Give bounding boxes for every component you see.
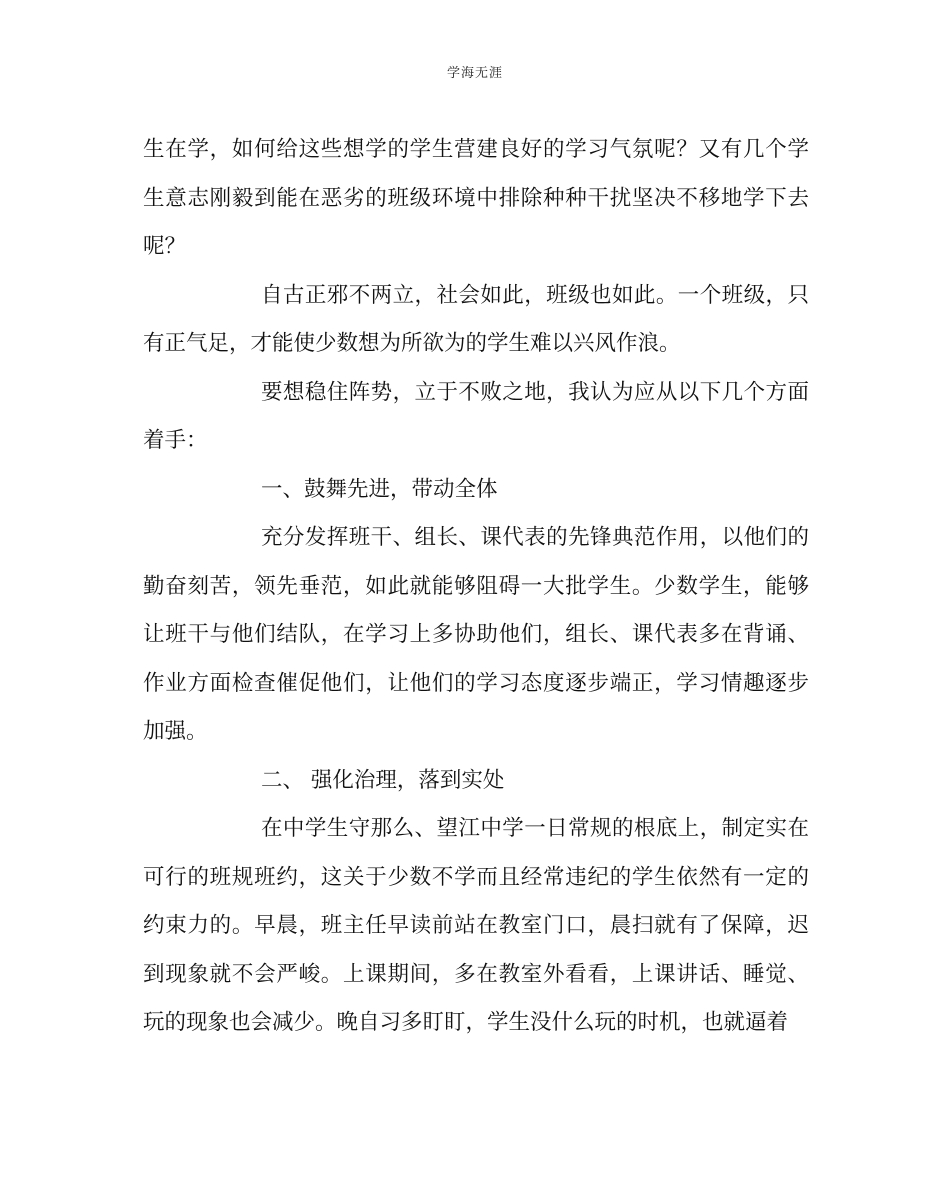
paragraph-3: 要想稳住阵势，立于不败之地，我认为应从以下几个方面着手： [143, 379, 809, 453]
paragraph-2: 自古正邪不两立，社会如此，班级也如此。一个班级，只有正气足，才能使少数想为所欲为的学生难以兴风作浪。 [143, 282, 809, 356]
document-body [143, 126, 809, 1048]
paragraph-5: 在中学生守那么、望江中学一日常规的根底上，制定实在可行的班规班约，这关于少数不学而且经常违纪的学生依然有一定的约束力的。早晨，班主任早读前站在教室门口，晨扫就有了保障，迟到现象就不会严峻。上课期间，多在教室外看看，上课讲话、睡觉、玩的现象也会减少。晚自习多盯盯，学生没什么玩的时机，也就逼着 [143, 816, 809, 1035]
paragraph-1: 生在学，如何给这些想学的学生营建良好的学习气氛呢？又有几个学生意志刚毅到能在恶劣的班级环境中排除种种干扰坚决不移地学下去呢？ [143, 137, 809, 259]
section-heading-1: 一、鼓舞先进，带动全体 [261, 476, 498, 502]
page-header: 学海无涯 [446, 66, 503, 81]
paragraph-4: 充分发挥班干、组长、课代表的先锋典范作用，以他们的勤奋刻苦，领先垂范，如此就能够阻碍一大批学生。少数学生，能够让班干与他们结队，在学习上多协助他们，组长、课代表多在背诵、作业方面检查催促他们，让他们的学习态度逐步端正，学习情趣逐步加强。 [143, 525, 809, 744]
section-heading-2: 二、 强化治理，落到实处 [261, 767, 505, 793]
